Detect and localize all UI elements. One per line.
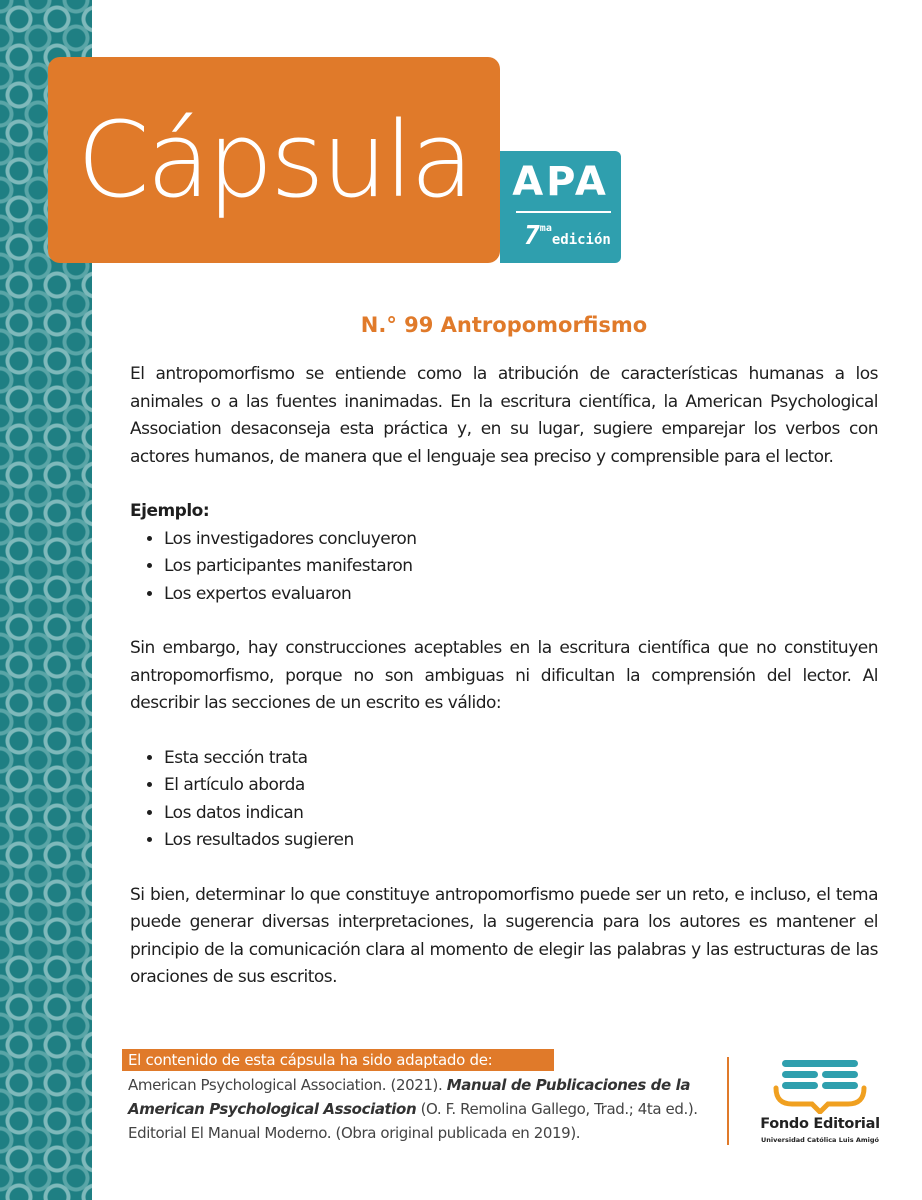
- footer-divider: [727, 1057, 729, 1145]
- banner-title: Cápsula: [76, 99, 472, 221]
- conclusion-paragraph: Si bien, determinar lo que constituye antropomorfismo puede ser un reto, e incluso, el tema puede generar diversas interpretaciones, la sugerencia para los autores es mantener el principio de la comunicación clara al momento de elegir las palabras y las estructuras de las oraciones de sus escritos.: [130, 884, 878, 987]
- main-content: [130, 361, 878, 992]
- apa-divider: [516, 211, 611, 213]
- list-item: • Los investigadores concluyeron: [164, 526, 878, 554]
- publisher-institution: Universidad Católica Luis Amigó: [760, 1136, 879, 1144]
- valid-examples-list: [130, 745, 878, 855]
- citation-title: Manual de Publicaciones de la American Psychological Association: [128, 1076, 691, 1118]
- book-stack-icon: [772, 1058, 868, 1114]
- publisher-name: Fondo Editorial: [760, 1116, 880, 1132]
- list-item: • Los expertos evaluaron: [164, 581, 878, 609]
- reference-citation: [128, 1073, 718, 1145]
- edition-number: 7: [524, 221, 540, 251]
- list-item: • Los datos indican: [164, 800, 878, 828]
- capsula-banner: [48, 57, 500, 263]
- edition-label: [514, 221, 621, 251]
- edition-word: edición: [551, 232, 611, 248]
- citation-details: (O. F. Remolina Gallego, Trad.; 4ta ed.). Editorial El Manual Moderno. (Obra original publicada en 2019).: [128, 1100, 698, 1142]
- source-label: El contenido de esta cápsula ha sido adaptado de:: [122, 1049, 554, 1071]
- list-item: • Los resultados sugieren: [164, 827, 878, 855]
- citation-author: American Psychological Association. (2021).: [128, 1076, 447, 1094]
- example-list: [130, 526, 878, 609]
- intro-paragraph: El antropomorfismo se entiende como la atribución de características humanas a los animales o a las fuentes inanimadas. En la escritura científica, la American Psychological Association desaconseja esta práctica y, en su lugar, sugiere emparejar los verbos con actores humanos, de manera que el lenguaje sea preciso y comprensible para el lector.: [130, 364, 878, 467]
- acceptable-constructions-paragraph: Sin embargo, hay construcciones aceptables en la escritura científica que no constituyen antropomorfismo, porque no son ambiguas ni dificultan la comprensión del lector. Al describir las secciones de un escrito es válido:: [130, 638, 878, 713]
- example-label: Ejemplo:: [130, 501, 210, 521]
- list-item: • Esta sección trata: [164, 745, 878, 773]
- edition-suffix: ma: [539, 223, 552, 234]
- fondo-editorial-logo: [752, 1058, 888, 1148]
- page-title: N.° 99 Antropomorfismo: [360, 313, 648, 337]
- apa-label: APA: [512, 159, 609, 205]
- list-item: • Los participantes manifestaron: [164, 553, 878, 581]
- list-item: • El artículo aborda: [164, 772, 878, 800]
- apa-edition-tag: [500, 151, 621, 263]
